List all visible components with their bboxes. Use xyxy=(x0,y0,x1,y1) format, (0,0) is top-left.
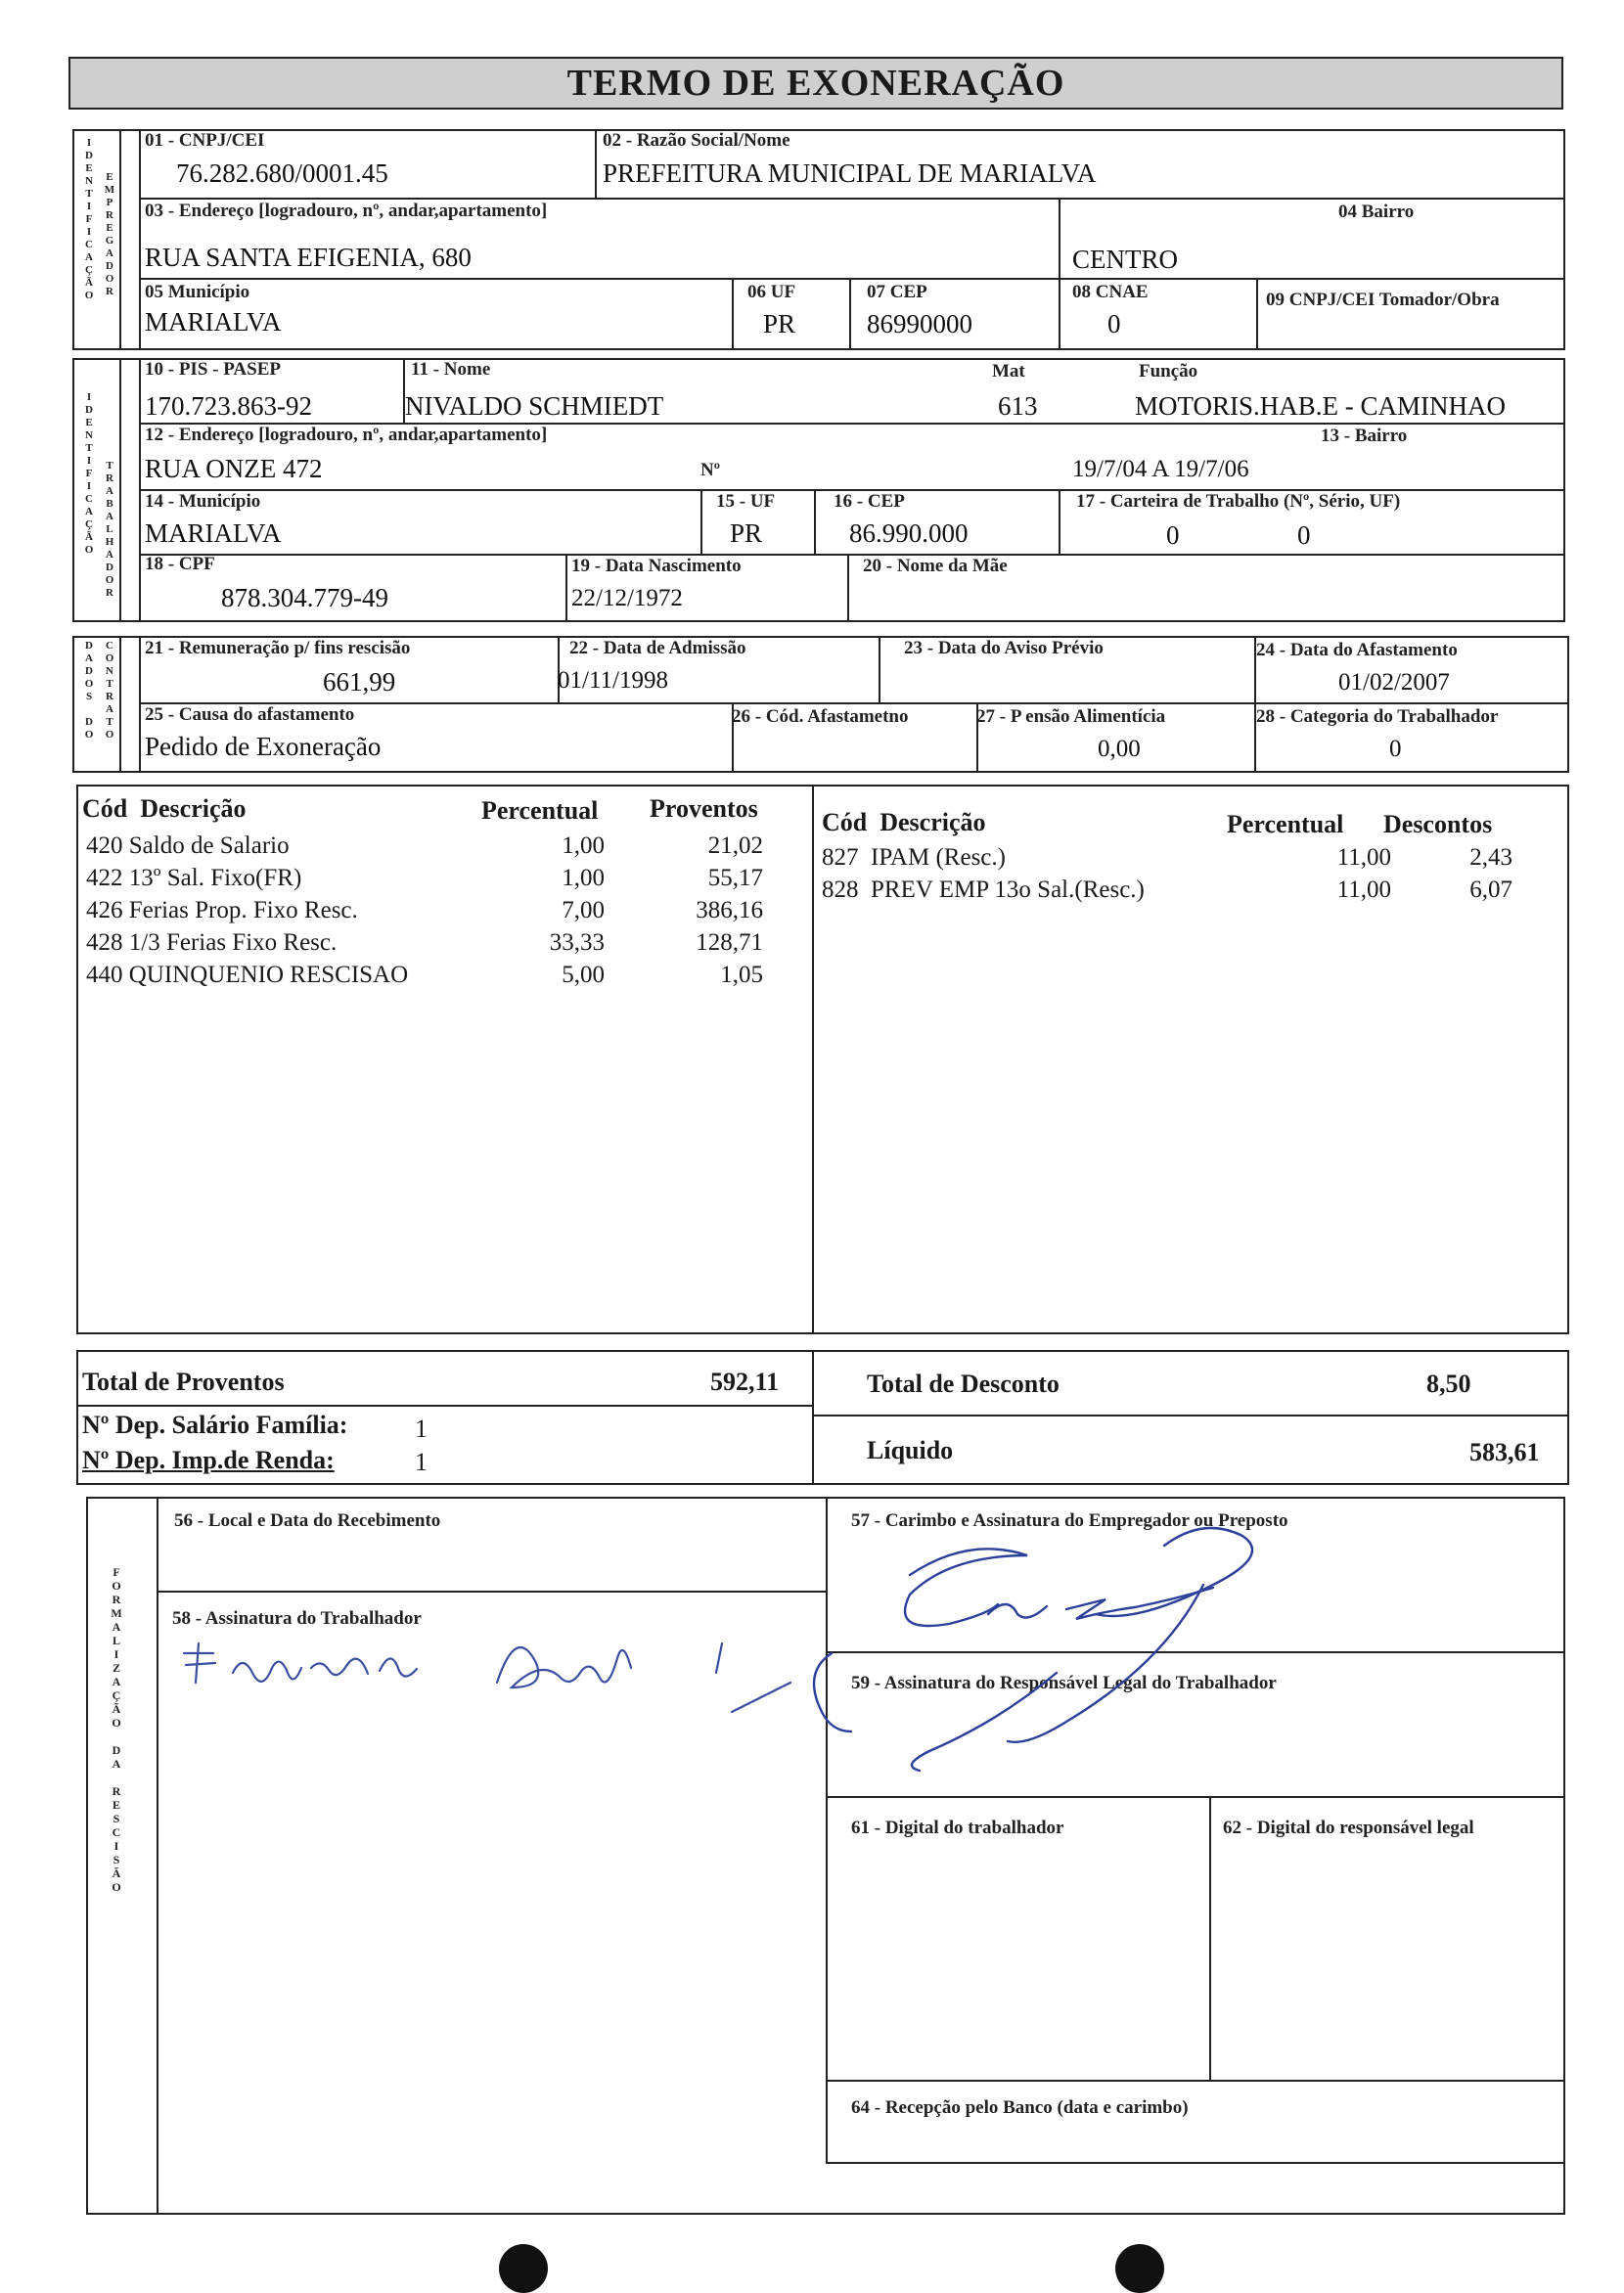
employer-cep-value: 86990000 xyxy=(867,309,972,338)
cnae-label: 08 CNAE xyxy=(1072,282,1149,302)
table-row: 827 IPAM (Resc.) 11,00 2,43 xyxy=(822,844,1512,871)
employee-municipio-label: 14 - Município xyxy=(145,491,261,512)
dep-renda-label: Nº Dep. Imp.de Renda: xyxy=(82,1446,335,1474)
nasc-value: 22/12/1972 xyxy=(571,585,683,611)
employee-cep-label: 16 - CEP xyxy=(834,491,905,512)
ctps-num-value: 0 xyxy=(1166,520,1180,550)
employee-uf-label: 15 - UF xyxy=(716,491,776,512)
employer-cep-label: 07 CEP xyxy=(867,282,927,302)
remun-label: 21 - Remuneração p/ fins rescisão xyxy=(145,638,411,658)
cnpj-label: 01 - CNPJ/CEI xyxy=(145,130,265,151)
employer-uf-value: PR xyxy=(763,309,796,338)
employer-address-value: RUA SANTA EFIGENIA, 680 xyxy=(145,243,472,272)
employee-municipio-value: MARIALVA xyxy=(145,518,282,548)
contract-side-label: D A D O S D O xyxy=(84,640,94,741)
descontos-list xyxy=(822,841,1512,906)
admissao-label: 22 - Data de Admissão xyxy=(569,638,746,658)
pis-value: 170.723.863-92 xyxy=(145,391,312,421)
hole-punch-right xyxy=(1115,2244,1164,2293)
pis-label: 10 - PIS - PASEP xyxy=(145,359,281,380)
dep-renda-value: 1 xyxy=(415,1448,428,1476)
afast-label: 24 - Data do Afastamento xyxy=(1256,640,1458,660)
total-desconto-label: Total de Desconto xyxy=(867,1370,1060,1398)
funcao-value: MOTORIS.HAB.E - CAMINHAO xyxy=(1135,391,1507,421)
assinatura-trabalhador-label: 58 - Assinatura do Trabalhador xyxy=(172,1608,422,1629)
numero-label: Nº xyxy=(700,460,720,480)
liquido-value: 583,61 xyxy=(1469,1438,1540,1466)
employee-signature xyxy=(174,1624,800,1722)
razao-label: 02 - Razão Social/Nome xyxy=(603,130,790,151)
carimbo-label: 57 - Carimbo e Assinatura do Empregador ou Preposto xyxy=(851,1510,1288,1531)
ctps-serie-value: 0 xyxy=(1297,520,1311,550)
employee-address-label: 12 - Endereço [logradouro, nº, andar,apartamento] xyxy=(145,425,548,445)
employer-bairro-label: 04 Bairro xyxy=(1338,202,1415,222)
nasc-label: 19 - Data Nascimento xyxy=(571,556,742,576)
title-bar xyxy=(68,57,1563,110)
employee-address-value: RUA ONZE 472 xyxy=(145,454,323,483)
liquido-label: Líquido xyxy=(867,1436,954,1464)
employer-municipio-value: MARIALVA xyxy=(145,307,282,337)
mat-label: Mat xyxy=(992,361,1025,382)
razao-value: PREFEITURA MUNICIPAL DE MARIALVA xyxy=(603,158,1097,188)
recepcao-banco-label: 64 - Recepção pelo Banco (data e carimbo) xyxy=(851,2097,1189,2118)
employee-side-label: I D E N T I F I C A Ç Ã O xyxy=(84,391,94,556)
descontos-header-desc: Cód Descrição xyxy=(822,808,986,836)
total-desconto-value: 8,50 xyxy=(1426,1370,1471,1398)
digital-responsavel-label: 62 - Digital do responsável legal xyxy=(1223,1818,1474,1838)
formalization-side-label: F O R M A L I Z A Ç Ã O D A R E S C I S Ã O xyxy=(111,1565,122,1894)
tomador-label: 09 CNPJ/CEI Tomador/Obra xyxy=(1266,290,1500,310)
proventos-header-perc: Percentual xyxy=(481,796,599,825)
employee-bairro-value: 19/7/04 A 19/7/06 xyxy=(1072,456,1249,482)
employer-side-label: I D E N T I F I C A Ç Ã O xyxy=(84,137,94,301)
table-row: 422 13º Sal. Fixo(FR) 1,00 55,17 xyxy=(86,865,763,891)
proventos-header-valor: Proventos xyxy=(650,794,758,823)
digital-trabalhador-label: 61 - Digital do trabalhador xyxy=(851,1818,1064,1838)
total-proventos-label: Total de Proventos xyxy=(82,1368,285,1396)
employee-uf-value: PR xyxy=(730,518,763,548)
ctps-label: 17 - Carteira de Trabalho (Nº, Sério, UF) xyxy=(1076,491,1401,512)
descontos-header-valor: Descontos xyxy=(1383,810,1493,838)
employer-signature xyxy=(773,1506,1301,1800)
mae-label: 20 - Nome da Mãe xyxy=(863,556,1008,576)
pensao-value: 0,00 xyxy=(1098,736,1141,762)
remun-value: 661,99 xyxy=(323,667,396,697)
mat-value: 613 xyxy=(998,391,1038,421)
categoria-value: 0 xyxy=(1389,736,1402,762)
employer-address-label: 03 - Endereço [logradouro, nº, andar,apartamento] xyxy=(145,201,548,221)
local-data-label: 56 - Local e Data do Recebimento xyxy=(174,1510,441,1531)
nome-label: 11 - Nome xyxy=(411,359,491,380)
table-row: 828 PREV EMP 13o Sal.(Resc.) 11,00 6,07 xyxy=(822,877,1512,903)
proventos-list xyxy=(86,830,771,991)
employee-cep-value: 86.990.000 xyxy=(849,518,969,548)
dep-familia-value: 1 xyxy=(415,1415,428,1443)
hole-punch-left xyxy=(499,2244,548,2293)
pensao-label: 27 - P ensão Alimentícia xyxy=(976,706,1166,727)
assinatura-responsavel-label: 59 - Assinatura do Responsável Legal do Trabalhador xyxy=(851,1673,1277,1693)
table-row: 426 Ferias Prop. Fixo Resc. 7,00 386,16 xyxy=(86,897,763,923)
document-title: TERMO DE EXONERAÇÃO xyxy=(566,63,1065,104)
afast-value: 01/02/2007 xyxy=(1338,669,1450,696)
cnpj-value: 76.282.680/0001.45 xyxy=(176,158,388,188)
table-row: 420 Saldo de Salario 1,00 21,02 xyxy=(86,832,763,859)
admissao-value: 01/11/1998 xyxy=(558,667,668,694)
employer-uf-label: 06 UF xyxy=(747,282,796,302)
categoria-label: 28 - Categoria do Trabalhador xyxy=(1256,706,1499,727)
employee-bairro-label: 13 - Bairro xyxy=(1321,426,1408,446)
table-row: 440 QUINQUENIO RESCISAO 5,00 1,05 xyxy=(86,962,763,988)
cnae-value: 0 xyxy=(1107,309,1121,338)
cpf-value: 878.304.779-49 xyxy=(221,583,388,612)
employer-municipio-label: 05 Município xyxy=(145,282,250,302)
causa-value: Pedido de Exoneração xyxy=(145,732,382,761)
proventos-header-desc: Cód Descrição xyxy=(82,794,247,823)
aviso-label: 23 - Data do Aviso Prévio xyxy=(904,638,1104,658)
nome-value: NIVALDO SCHMIEDT xyxy=(405,391,664,421)
table-row: 428 1/3 Ferias Fixo Resc. 33,33 128,71 xyxy=(86,929,763,956)
cod-afast-label: 26 - Cód. Afastametno xyxy=(732,706,909,727)
employer-bairro-value: CENTRO xyxy=(1072,245,1178,274)
total-proventos-value: 592,11 xyxy=(710,1368,780,1396)
descontos-header-perc: Percentual xyxy=(1227,810,1344,838)
causa-label: 25 - Causa do afastamento xyxy=(145,704,355,725)
funcao-label: Função xyxy=(1139,361,1198,382)
dep-familia-label: Nº Dep. Salário Família: xyxy=(82,1411,348,1439)
cpf-label: 18 - CPF xyxy=(145,554,215,574)
